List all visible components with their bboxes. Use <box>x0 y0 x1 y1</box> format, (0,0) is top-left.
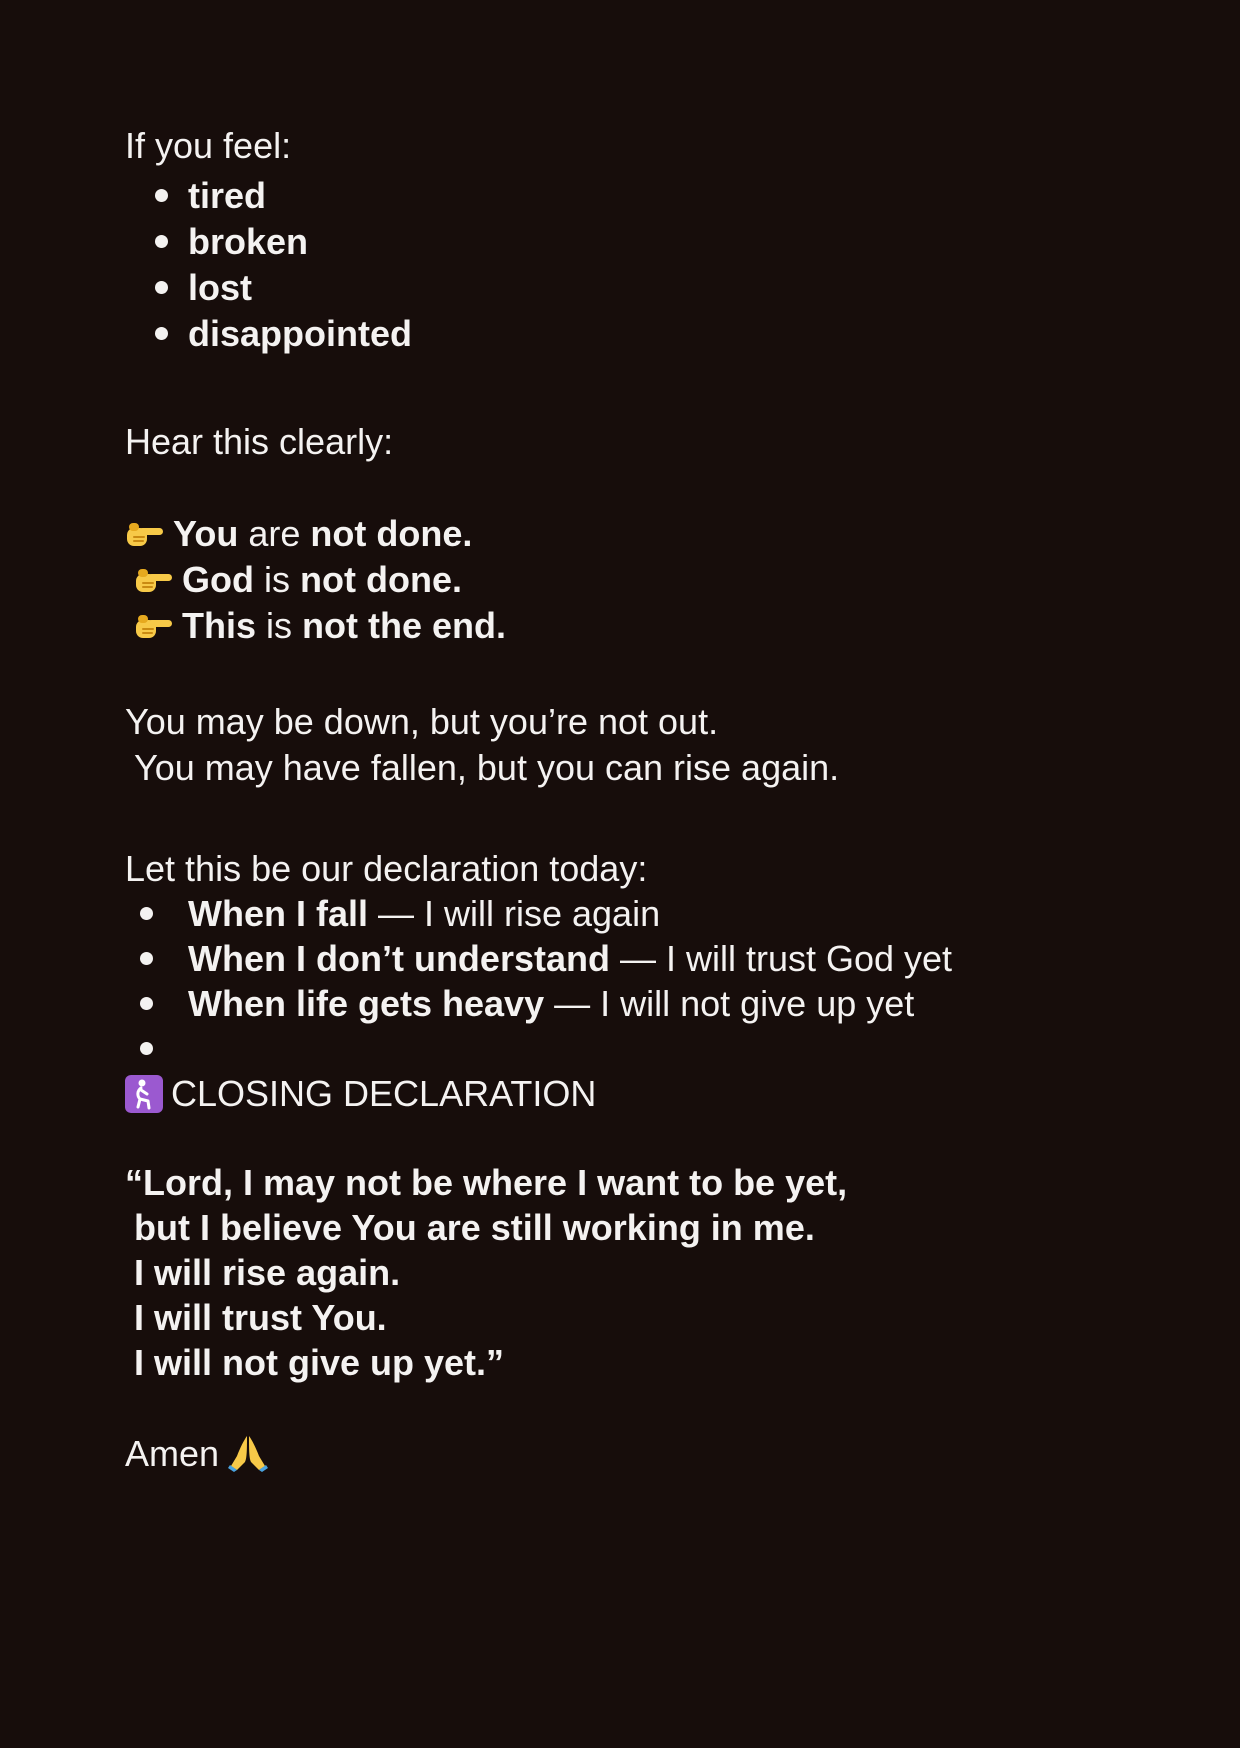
backhand-index-pointing-right-icon <box>134 612 174 642</box>
bullet-icon <box>140 952 153 965</box>
closing-heading: CLOSING DECLARATION <box>125 1075 596 1113</box>
bullet-icon <box>155 281 168 294</box>
bullet-icon <box>155 235 168 248</box>
bullet-icon <box>140 907 153 920</box>
statement-line: This is not the end. <box>125 608 506 644</box>
backhand-index-pointing-right-icon <box>134 566 174 596</box>
prayer-line: I will not give up yet.” <box>134 1342 505 1383</box>
intro-text: If you feel: <box>125 125 292 166</box>
person-kneeling-icon <box>125 1075 163 1113</box>
statement-line: You are not done. <box>125 516 472 552</box>
prayer-line: but I believe You are still working in me. <box>134 1207 815 1248</box>
backhand-index-pointing-right-icon <box>125 520 165 550</box>
declaration-intro: Let this be our declaration today: <box>125 848 648 889</box>
encourage-line: You may be down, but you’re not out. <box>125 701 719 742</box>
prayer-line: I will rise again. <box>134 1252 401 1293</box>
bullet-icon <box>140 1042 153 1055</box>
hear-text: Hear this clearly: <box>125 421 394 462</box>
bullet-icon <box>155 327 168 340</box>
prayer-line: I will trust You. <box>134 1297 387 1338</box>
prayer-line: “Lord, I may not be where I want to be yet, <box>125 1162 848 1203</box>
document-page: If you feel: tired broken lost disappointed Hear this clearly: You are not done. God is not done. This is not the end. You may be down, but you’re not out. You may have fallen, but you can rise again. Let this be our declaration today: When I fall — I will rise again When I don’t understand — I will trust God yet When life gets heavy — I will not give up yet CLOSING DECLARATION “Lord, I may not be where I want to be yet, but I believe You are still working in me. I will rise again. I will trust You. I will not give up yet.” Amen <box>125 125 953 1474</box>
bullet-icon <box>155 189 168 202</box>
statement-line: God is not done. <box>125 562 462 598</box>
folded-hands-icon <box>227 1434 269 1472</box>
amen-line: Amen <box>125 1434 269 1472</box>
bullet-icon <box>140 997 153 1010</box>
encourage-line: You may have fallen, but you can rise again. <box>134 747 840 788</box>
